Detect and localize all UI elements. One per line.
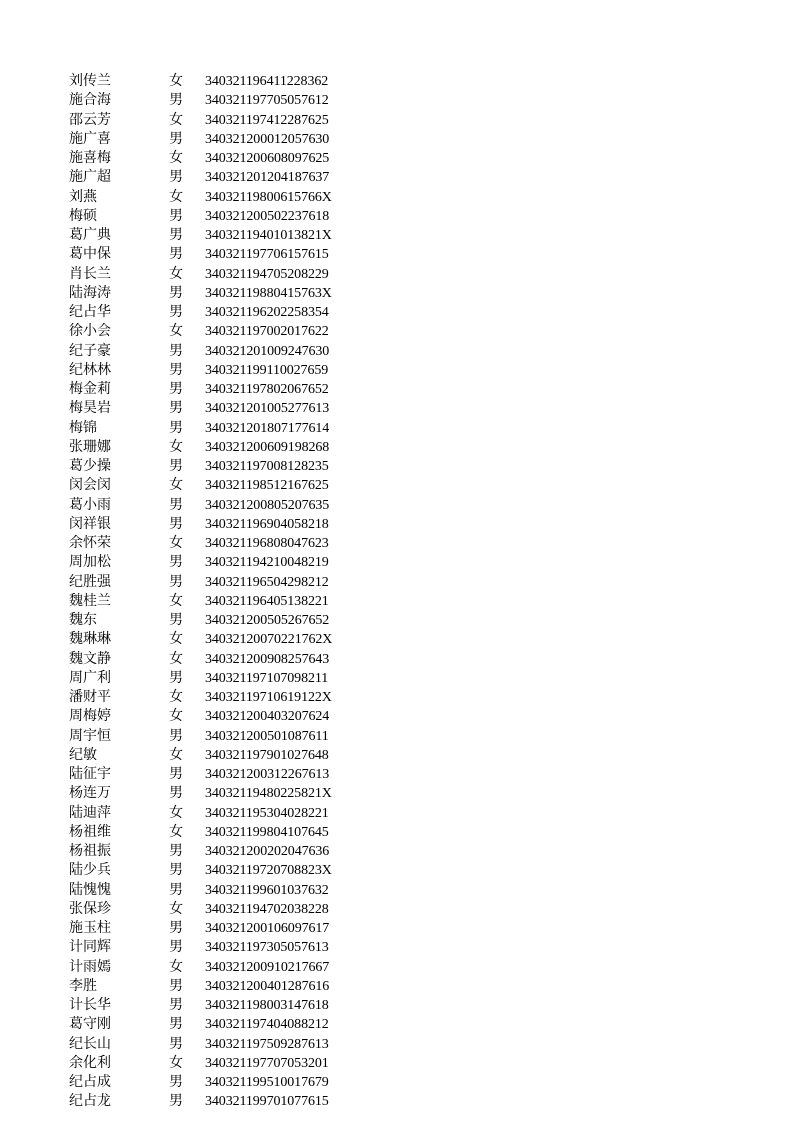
name-cell: 邵云芳 (69, 111, 111, 128)
id-number-cell: 340321201005277613 (205, 401, 330, 417)
gender-cell: 女 (169, 708, 183, 725)
id-number-cell: 340321196504298212 (205, 574, 329, 590)
id-number-cell: 340321197802067652 (205, 382, 329, 397)
id-number-cell: 340321197008128235 (205, 459, 329, 474)
gender-cell: 女 (169, 900, 183, 917)
gender-cell: 女 (169, 1054, 183, 1071)
id-number-cell: 340321194210048219 (205, 555, 329, 571)
table-row (0, 91, 793, 110)
id-number-cell: 34032119480225821X (205, 786, 332, 802)
table-row (0, 207, 793, 226)
name-cell: 施玉柱 (69, 920, 111, 936)
name-cell: 梅锦 (69, 419, 97, 436)
name-cell: 梅昊岩 (69, 400, 111, 417)
id-number-cell: 340321200502237618 (205, 208, 330, 224)
name-cell: 纪占华 (69, 304, 111, 320)
name-cell: 徐小会 (69, 323, 111, 340)
table-row (0, 938, 793, 957)
table-row (0, 1015, 793, 1034)
name-cell: 魏文静 (69, 650, 111, 667)
id-number-cell: 340321196405138221 (205, 593, 329, 609)
name-cell: 施广超 (69, 169, 111, 186)
name-cell: 葛小雨 (69, 496, 111, 513)
table-row (0, 419, 793, 438)
name-cell: 陆愧愧 (69, 881, 111, 898)
id-number-cell: 340321197404088212 (205, 1017, 329, 1033)
id-number-cell: 340321200910217667 (205, 959, 330, 975)
gender-cell: 男 (169, 669, 183, 686)
id-number-cell: 340321201204187637 (205, 170, 330, 186)
table-row (0, 1054, 793, 1073)
id-number-cell: 340321200608097625 (205, 151, 330, 166)
id-number-cell: 340321201009247630 (205, 343, 330, 359)
name-cell: 魏琳琳 (69, 631, 111, 648)
gender-cell: 男 (169, 1074, 183, 1090)
gender-cell: 男 (169, 227, 183, 243)
gender-cell: 男 (169, 920, 183, 936)
table-row (0, 592, 793, 611)
gender-cell: 女 (169, 535, 183, 551)
gender-cell: 男 (169, 458, 183, 474)
name-cell: 葛广典 (69, 227, 111, 243)
name-cell: 刘燕 (69, 188, 97, 205)
table-row (0, 303, 793, 322)
gender-cell: 男 (169, 1035, 183, 1052)
table-row (0, 380, 793, 399)
table-row (0, 457, 793, 476)
table-row (0, 765, 793, 784)
table-row (0, 515, 793, 534)
table-row (0, 688, 793, 707)
table-row (0, 1035, 793, 1054)
name-cell: 闵祥银 (69, 515, 111, 532)
table-row (0, 861, 793, 880)
id-number-cell: 34032119710619122X (205, 690, 332, 705)
gender-cell: 男 (169, 515, 183, 532)
id-number-cell: 340321197002017622 (205, 324, 329, 340)
id-number-cell: 34032119800615766X (205, 189, 332, 205)
table-row (0, 650, 793, 669)
gender-cell: 女 (169, 438, 183, 455)
gender-cell: 女 (169, 823, 183, 840)
gender-cell: 男 (169, 862, 183, 879)
table-row (0, 630, 793, 649)
table-row (0, 438, 793, 457)
name-cell: 计同辉 (69, 939, 111, 956)
table-row (0, 188, 793, 207)
gender-cell: 女 (169, 150, 183, 166)
id-number-cell: 340321197707053201 (205, 1055, 329, 1071)
table-row (0, 958, 793, 977)
name-cell: 肖长兰 (69, 265, 111, 282)
id-number-cell: 340321197305057613 (205, 940, 329, 956)
gender-cell: 男 (169, 727, 183, 744)
table-row (0, 804, 793, 823)
roster-sheet (0, 72, 793, 1112)
table-row (0, 553, 793, 572)
id-number-cell: 340321198512167625 (205, 478, 329, 494)
name-cell: 葛少操 (69, 458, 111, 474)
gender-cell: 女 (169, 477, 183, 494)
table-row (0, 977, 793, 996)
gender-cell: 女 (169, 631, 183, 648)
gender-cell: 男 (169, 939, 183, 956)
name-cell: 计长华 (69, 997, 111, 1013)
table-row (0, 727, 793, 746)
table-row (0, 496, 793, 515)
id-number-cell: 340321196904058218 (205, 516, 329, 532)
gender-cell: 男 (169, 207, 183, 224)
name-cell: 潘财平 (69, 689, 111, 705)
table-row (0, 322, 793, 341)
table-row (0, 476, 793, 495)
id-number-cell: 340321199701077615 (205, 1094, 329, 1110)
table-row (0, 168, 793, 187)
table-row (0, 746, 793, 765)
gender-cell: 男 (169, 400, 183, 417)
id-number-cell: 340321197509287613 (205, 1036, 329, 1052)
id-number-cell: 340321197107098211 (205, 670, 329, 686)
name-cell: 梅金莉 (69, 381, 111, 397)
table-row (0, 361, 793, 380)
name-cell: 李胜 (69, 977, 97, 994)
name-cell: 杨祖维 (69, 823, 111, 840)
id-number-cell: 340321196411228362 (205, 74, 329, 89)
id-number-cell: 340321200106097617 (205, 921, 330, 936)
name-cell: 陆少兵 (69, 862, 111, 879)
id-number-cell: 340321194705208229 (205, 266, 329, 282)
name-cell: 纪占成 (69, 1074, 111, 1090)
name-cell: 周宇恒 (69, 727, 111, 744)
name-cell: 纪胜强 (69, 573, 111, 590)
id-number-cell: 340321200505267652 (205, 613, 330, 628)
gender-cell: 女 (169, 111, 183, 128)
name-cell: 纪林林 (69, 361, 111, 378)
table-row (0, 784, 793, 803)
name-cell: 纪子豪 (69, 342, 111, 359)
table-row (0, 1073, 793, 1092)
table-row (0, 111, 793, 130)
name-cell: 闵会闵 (69, 477, 111, 494)
table-row (0, 342, 793, 361)
gender-cell: 女 (169, 188, 183, 205)
id-number-cell: 340321195304028221 (205, 805, 329, 821)
gender-cell: 男 (169, 997, 183, 1013)
gender-cell: 女 (169, 323, 183, 340)
gender-cell: 男 (169, 573, 183, 590)
table-row (0, 996, 793, 1015)
id-number-cell: 340321197705057612 (205, 93, 329, 109)
gender-cell: 男 (169, 977, 183, 994)
gender-cell: 男 (169, 766, 183, 782)
gender-cell: 女 (169, 746, 183, 763)
table-row (0, 72, 793, 91)
id-number-cell: 340321199510017679 (205, 1075, 329, 1090)
gender-cell: 女 (169, 73, 183, 89)
gender-cell: 男 (169, 92, 183, 109)
gender-cell: 男 (169, 130, 183, 147)
table-row (0, 919, 793, 938)
table-row (0, 1092, 793, 1111)
name-cell: 陆迪萍 (69, 804, 111, 821)
table-row (0, 130, 793, 149)
id-number-cell: 340321197412287625 (205, 112, 329, 128)
name-cell: 杨祖振 (69, 843, 111, 859)
gender-cell: 女 (169, 804, 183, 821)
gender-cell: 男 (169, 246, 183, 263)
gender-cell: 男 (169, 612, 183, 628)
gender-cell: 男 (169, 496, 183, 513)
name-cell: 纪占龙 (69, 1093, 111, 1110)
table-row (0, 399, 793, 418)
gender-cell: 男 (169, 419, 183, 436)
gender-cell: 男 (169, 843, 183, 859)
id-number-cell: 340321200908257643 (205, 651, 330, 667)
name-cell: 刘传兰 (69, 73, 111, 89)
id-number-cell: 340321199804107645 (205, 824, 329, 840)
id-number-cell: 340321194702038228 (205, 901, 329, 917)
id-number-cell: 34032119880415763X (205, 285, 332, 301)
table-row (0, 900, 793, 919)
name-cell: 张保珍 (69, 900, 111, 917)
table-row (0, 669, 793, 688)
name-cell: 周加松 (69, 554, 111, 571)
id-number-cell: 340321200501087611 (205, 728, 329, 744)
name-cell: 葛中保 (69, 246, 111, 263)
gender-cell: 男 (169, 361, 183, 378)
name-cell: 施广喜 (69, 130, 111, 147)
table-row (0, 707, 793, 726)
name-cell: 纪长山 (69, 1035, 111, 1052)
table-row (0, 573, 793, 592)
table-row (0, 842, 793, 861)
id-number-cell: 34032119720708823X (205, 863, 332, 879)
name-cell: 梅硕 (69, 207, 97, 224)
id-number-cell: 340321199601037632 (205, 882, 329, 898)
id-number-cell: 34032119401013821X (205, 228, 332, 243)
name-cell: 施喜梅 (69, 150, 111, 166)
name-cell: 陆征宇 (69, 766, 111, 782)
gender-cell: 男 (169, 1093, 183, 1110)
table-row (0, 823, 793, 842)
id-number-cell: 340321197706157615 (205, 247, 329, 263)
gender-cell: 女 (169, 689, 183, 705)
gender-cell: 男 (169, 304, 183, 320)
table-row (0, 245, 793, 264)
name-cell: 杨连万 (69, 785, 111, 802)
table-row (0, 226, 793, 245)
id-number-cell: 340321196808047623 (205, 536, 329, 551)
id-number-cell: 340321200403207624 (205, 709, 330, 725)
name-cell: 张珊娜 (69, 438, 111, 455)
name-cell: 余化利 (69, 1054, 111, 1071)
table-row (0, 534, 793, 553)
id-number-cell: 340321200012057630 (205, 131, 330, 147)
gender-cell: 男 (169, 785, 183, 802)
name-cell: 葛守刚 (69, 1016, 111, 1033)
id-number-cell: 340321200202047636 (205, 844, 330, 859)
name-cell: 魏桂兰 (69, 592, 111, 609)
id-number-cell: 340321200805207635 (205, 497, 330, 513)
gender-cell: 女 (169, 592, 183, 609)
name-cell: 周广利 (69, 669, 111, 686)
gender-cell: 女 (169, 265, 183, 282)
name-cell: 周梅婷 (69, 708, 111, 725)
gender-cell: 男 (169, 169, 183, 186)
id-number-cell: 340321200401287616 (205, 978, 330, 994)
id-number-cell: 340321198003147618 (205, 998, 329, 1013)
id-number-cell: 340321196202258354 (205, 305, 329, 320)
id-number-cell: 340321197901027648 (205, 747, 329, 763)
table-row (0, 265, 793, 284)
table-row (0, 881, 793, 900)
name-cell: 陆海涛 (69, 284, 111, 301)
name-cell: 纪敏 (69, 746, 97, 763)
gender-cell: 女 (169, 650, 183, 667)
gender-cell: 男 (169, 554, 183, 571)
name-cell: 施合海 (69, 92, 111, 109)
gender-cell: 男 (169, 342, 183, 359)
id-number-cell: 34032120070221762X (205, 632, 333, 648)
gender-cell: 男 (169, 881, 183, 898)
gender-cell: 男 (169, 284, 183, 301)
name-cell: 魏东 (69, 612, 97, 628)
id-number-cell: 340321201807177614 (205, 420, 330, 436)
id-number-cell: 340321199110027659 (205, 362, 329, 378)
table-row (0, 284, 793, 303)
gender-cell: 男 (169, 381, 183, 397)
id-number-cell: 340321200609198268 (205, 439, 330, 455)
name-cell: 余怀荣 (69, 535, 111, 551)
gender-cell: 男 (169, 1016, 183, 1033)
id-number-cell: 340321200312267613 (205, 767, 330, 782)
gender-cell: 女 (169, 958, 183, 975)
table-row (0, 611, 793, 630)
table-row (0, 149, 793, 168)
name-cell: 计雨嫣 (69, 958, 111, 975)
